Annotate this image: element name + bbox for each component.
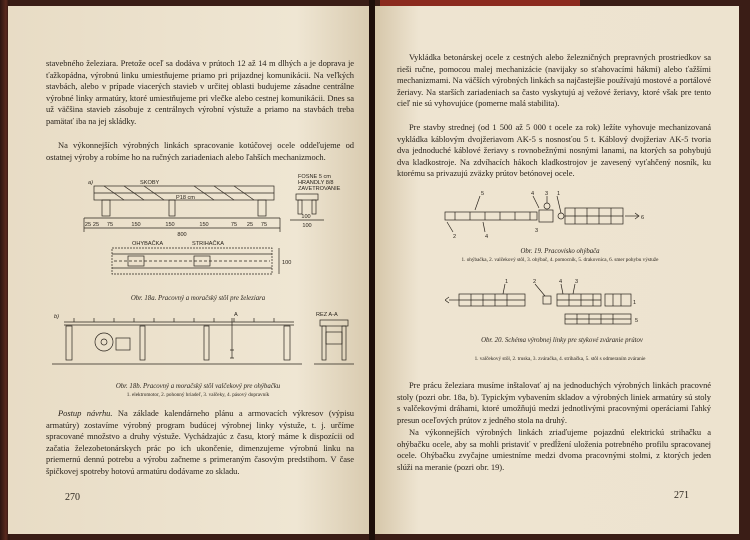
figure-18b-legend: 1. elektromotor, 2. pohonný hriadeľ, 3. valčeky, 4. pásový dopravník	[126, 392, 270, 398]
dim-label: 75	[260, 222, 268, 228]
figure-20-caption: Obr. 20. Schéma výrobnej linky pre stykové zváranie prútov	[481, 337, 643, 344]
figure-18b-caption: Obr. 18b. Pracovný a moračský stôl valčekový pre ohýbačku	[115, 383, 281, 390]
right-paragraph-3: Pre prácu železiara musíme inštalovať aj na jednoduchých výrobných linkách pracovné stoly (pozri obr. 18a, b). Typickým vybavením skladov a výrobných liniek armatúry sú stoly s valčekovými dráhami, ktoré umožňujú medzi jednotlivými pracovnými operáciami ľahký presun oceľových prútov z jedného stola na druhý.	[397, 380, 711, 425]
figure-20	[445, 276, 675, 332]
fig18a-dimensions	[85, 214, 312, 238]
right-page	[375, 6, 739, 534]
fig19-callout: 4	[531, 191, 535, 197]
label-skoby: SKOBY	[140, 180, 160, 186]
label-hrandly: HRANDLY 8/8	[298, 180, 334, 186]
fig20-callout: 1	[505, 279, 509, 285]
section-mark: A	[234, 312, 238, 318]
right-paragraph-2: Pre stavby strednej (od 1 500 až 5 000 t ocele za rok) ležíte vyhovuje mechanizovaná vykládka káblovým dvojžeriavom AK-5 s nosnosťou 5 t. Káblový dvojžeriav AK-5 tvoria dva jednoduché káblové žeriavy s rovnobežnými nosnými lanami, na ktorých sa pohybujú dva kladkostroje. Na zdvíhacích hákoch kladkostrojov je zavesený vyťahčený nosník, ku ktorému sa privazujú zväzky prútov betónovej ocele.	[397, 122, 711, 179]
dim-label: 100	[282, 260, 292, 266]
dim-label: 800	[177, 232, 187, 238]
fig19-callout: 3	[535, 228, 539, 234]
figure-20-legend: 1. valčekový stôl, 2. truska, 3. zváračka, 4. strihačka, 5. stôl s odmeraním zváranie	[474, 356, 646, 362]
fig20-callout: 1	[633, 300, 637, 306]
dim-label: 150	[199, 222, 209, 228]
dim-label: 75	[230, 222, 238, 228]
paragraph-heading: Postup návrhu.	[58, 408, 113, 418]
label-zavetrovanie: ZAVETROVANIE	[298, 186, 341, 192]
fig19-callout: 5	[481, 191, 485, 197]
dim-label: 25	[84, 222, 92, 228]
left-paragraph-3	[46, 408, 354, 478]
fig18a-part-label: a)	[88, 180, 93, 186]
fig20-callout: 3	[575, 279, 579, 285]
figure-19-legend: 1. ohýbačka, 2. valčekový stôl, 3. ohýbač, 4. pomocník, 5. drakovnica, 6. smer pohybu výstuže	[461, 257, 659, 263]
fig19-callout: 3	[545, 191, 549, 197]
figure-18a-caption: Obr. 18a. Pracovný a moračský stôl pre železiara	[130, 295, 266, 302]
right-paragraph-4: Na výkonnejších výrobných linkách zriaďujeme pojazdnú elektrickú strihačku a ohýbačku ocele, aby sa mohli pristaviť v predĺžení uloženia potrebného profilu spracovanej ocele. Ohýbačku zvyčajne umiestníme medzi dvoma pracovnými stolmi, z ktorých jeden slúži na meranie (pozri obr. 19).	[397, 427, 711, 472]
fig19-callout: 6	[641, 215, 645, 221]
fig19-callout: 2	[453, 234, 457, 240]
label-ohybacka: OHYBAČKA	[132, 241, 164, 247]
fig18b-part-label: b)	[54, 314, 59, 320]
label-foshne: FOŠNE 5 cm	[298, 174, 331, 180]
figure-19	[435, 188, 675, 246]
dim-label: 25	[246, 222, 254, 228]
dim-label: 25	[92, 222, 100, 228]
fig20-callout: 2	[533, 279, 537, 285]
right-paragraph-1: Vykládka betonárskej ocele z cestných alebo železničných prepravných prostriedkov sa rieši ručne, pomocou malej mechanizácie (navijaky so sťahovacími hákmi) alebo ťažšími mechanizmami. Na väčších výrobných linkách sa najčastejšie používajú mostové a portálové žeriavy. Na starších zariadeniach sa často vyskytujú aj vežové žeriavy, ktoré však pre tento cieľ nie sú vyhovujúce (pomerne malá stabilita).	[397, 52, 711, 109]
fig20-callout: 4	[559, 279, 563, 285]
figure-18a	[44, 174, 354, 292]
fig19-callout: 1	[557, 191, 561, 197]
fig19-callout: 4	[485, 234, 489, 240]
dim-label: 75	[106, 222, 114, 228]
left-paragraph-2: Na výkonnejších výrobných linkách spracovanie kotúčovej ocele oddeľujeme od ostatnej výroby a robíme ho na ručných zariadeniach alebo ľahších mechanizmoch.	[46, 140, 354, 162]
dim-label: 150	[131, 222, 141, 228]
dim-label: 150	[165, 222, 175, 228]
label-rez: REZ A-A	[316, 312, 338, 318]
paragraph-body: Na základe kalendárneho plánu a armovacích výkresov (výpisu armatúry) zostavíme výrobný program budúcej výrobnej linky výstuže, t. j. určíme spracované množstvo a druhy výstuže. Vychádzajúc z času, ktorý máme k dispozícii od začatia železobetonárskych prác po ich ukončenie, dimenzujeme výrobnú linku na priemernú dennú potrebu a výrobu začneme s primeraným časovým predstihom. V čase špičkovej spotreby hotovú armatúru dodávame zo skladu.	[46, 408, 354, 476]
left-page	[8, 6, 369, 534]
dim-label: 100	[302, 223, 312, 229]
dim-label: 100	[301, 214, 311, 220]
page-number-left: 270	[65, 492, 80, 503]
figure-18b	[44, 308, 354, 380]
figure-19-caption: Obr. 19. Pracovisko ohýbača	[520, 248, 600, 255]
fig20-callout: 5	[635, 318, 639, 324]
left-paragraph-1: stavebného železiara. Pretože oceľ sa dodáva v prútoch 12 až 14 m dlhých a je doprava je ťažkopádna, výrobnú linku umiestňujeme priamo pri prijazdnej komunikácii. Na veľkých stavbách, alebo v prípade viacerých stavieb v určitej oblasti budujeme zásadne centrálne výrobné linky armatúry, ktoré umiestňujeme pri vlečke alebo cestnej komunikácii. Dnes sa už väčšina stavieb zásobuje z centrálnych výrobní výstuže a priamo na stavbách treba pamätať iba na jej skládky.	[46, 58, 354, 126]
label-p18: P18 cm	[176, 195, 195, 201]
page-number-right: 271	[674, 490, 689, 501]
label-strihacka: STRIHAČKA	[192, 241, 225, 247]
